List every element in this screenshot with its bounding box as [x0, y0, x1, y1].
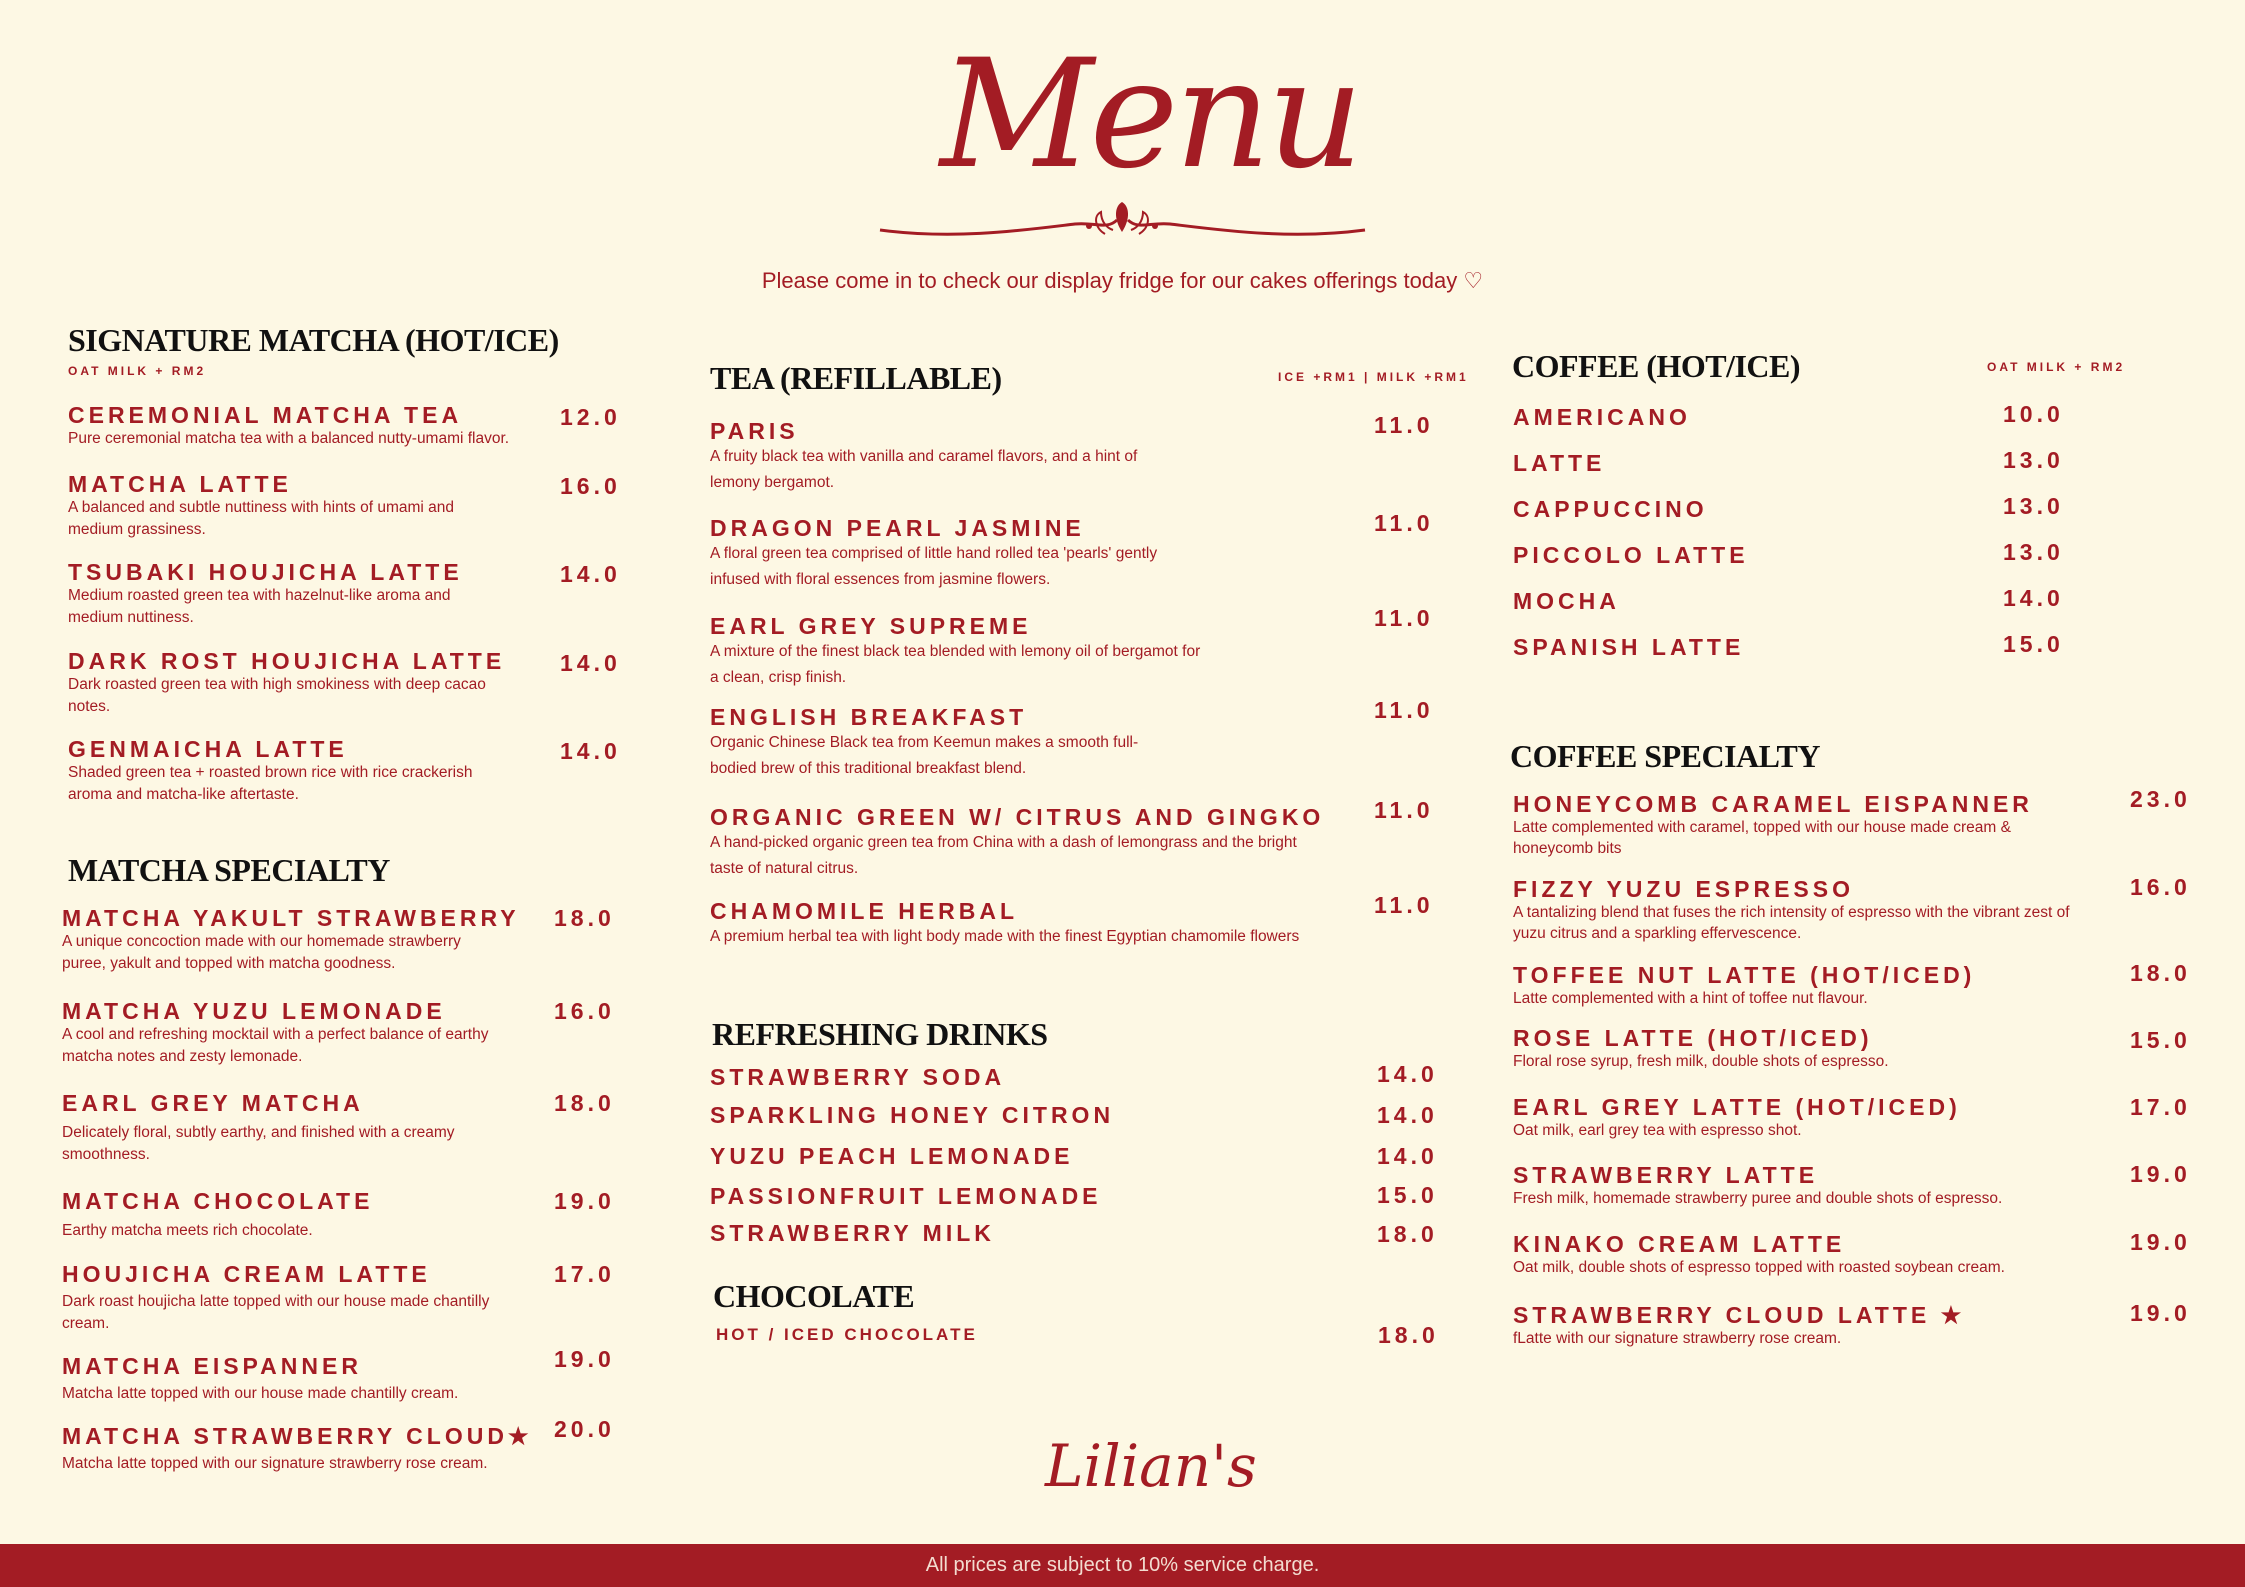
- item-price: 15.0: [2003, 631, 2064, 657]
- item-price: 23.0: [2130, 786, 2191, 812]
- item-price: 11.0: [1374, 605, 1434, 631]
- item-name: EARL GREY LATTE (HOT/ICED): [1513, 1094, 1961, 1120]
- item-description: Shaded green tea + roasted brown rice with rice crackerish aroma and matcha-like aftertaste.: [68, 764, 473, 803]
- item-description: A mixture of the finest black tea blended with lemony oil of bergamot for a clean, crisp finish.: [710, 643, 1201, 686]
- item-price: 18.0: [1378, 1322, 1439, 1348]
- menu-item: [68, 471, 518, 541]
- footer-bar: [0, 1544, 2245, 1587]
- menu-item: [68, 648, 518, 718]
- item-name: PASSIONFRUIT LEMONADE: [710, 1183, 1102, 1209]
- flourish-ornament: [875, 200, 1370, 250]
- item-price: 18.0: [2130, 960, 2191, 986]
- item-description: Medium roasted green tea with hazelnut-like aroma and medium nuttiness.: [68, 587, 451, 626]
- item-name: HOT / ICED CHOCOLATE: [716, 1325, 978, 1344]
- item-name: MATCHA LATTE: [68, 471, 292, 497]
- item-name: CAPPUCCINO: [1513, 496, 1708, 522]
- item-description: A tantalizing blend that fuses the rich intensity of espresso with the vibrant zest of yuzu citrus and a sparkling effervescence.: [1513, 904, 2070, 942]
- item-description: A hand-picked organic green tea from China with a dash of lemongrass and the bright taste of natural citrus.: [710, 834, 1297, 877]
- item-price: 11.0: [1374, 697, 1434, 723]
- item-name: DARK ROST HOUJICHA LATTE: [68, 648, 506, 674]
- item-price: 19.0: [554, 1346, 615, 1372]
- menu-item: [68, 402, 568, 450]
- item-price: 18.0: [554, 905, 615, 931]
- item-name: SPANISH LATTE: [1513, 634, 1745, 660]
- item-price: 13.0: [2003, 539, 2064, 565]
- item-price: 19.0: [2130, 1161, 2191, 1187]
- item-name: STRAWBERRY LATTE: [1513, 1162, 1819, 1188]
- item-name: STRAWBERRY MILK: [710, 1220, 995, 1246]
- item-name: KINAKO CREAM LATTE: [1513, 1231, 1846, 1257]
- section-title-chocolate: CHOCOLATE: [713, 1278, 915, 1314]
- section-title-tea: TEA (REFILLABLE): [710, 360, 1002, 396]
- item-name: HONEYCOMB CARAMEL EISPANNER: [1513, 791, 2033, 817]
- item-price: 19.0: [554, 1188, 615, 1214]
- item-description: Organic Chinese Black tea from Keemun makes a smooth full-bodied brew of this traditional breakfast blend.: [710, 734, 1139, 777]
- item-description: Dark roast houjicha latte topped with our house made chantilly cream.: [62, 1293, 490, 1332]
- menu-item: [68, 559, 518, 629]
- item-description: Earthy matcha meets rich chocolate.: [62, 1222, 313, 1239]
- item-name: HOUJICHA CREAM LATTE: [62, 1261, 431, 1287]
- item-name: TSUBAKI HOUJICHA LATTE: [68, 559, 463, 585]
- item-description: Delicately floral, subtly earthy, and finished with a creamy smoothness.: [62, 1124, 455, 1163]
- item-price: 10.0: [2003, 401, 2064, 427]
- item-name: CHAMOMILE HERBAL: [710, 898, 1019, 924]
- item-name: MOCHA: [1513, 588, 1620, 614]
- section-title-signature-matcha: SIGNATURE MATCHA (HOT/ICE): [68, 322, 559, 358]
- brand-logo: Lilian's: [1045, 1432, 1257, 1500]
- menu-item: [62, 1423, 532, 1475]
- item-price: 14.0: [1377, 1143, 1438, 1169]
- item-name: CEREMONIAL MATCHA TEA: [68, 402, 463, 428]
- item-price: 19.0: [2130, 1300, 2191, 1326]
- menu-item: [1513, 1025, 2083, 1072]
- item-description: A fruity black tea with vanilla and caramel flavors, and a hint of lemony bergamot.: [710, 448, 1138, 491]
- menu-item: [1513, 962, 2083, 1009]
- item-description: A balanced and subtle nuttiness with hints of umami and medium grassiness.: [68, 499, 455, 538]
- menu-item: [62, 1353, 532, 1405]
- item-name: MATCHA STRAWBERRY CLOUD★: [62, 1423, 533, 1449]
- item-name: MATCHA YAKULT STRAWBERRY: [62, 905, 520, 931]
- section-title-refreshing-drinks: REFRESHING DRINKS: [712, 1016, 1048, 1052]
- item-description: Matcha latte topped with our signature strawberry rose cream.: [62, 1455, 488, 1472]
- menu-item: [62, 1261, 532, 1335]
- item-price: 14.0: [1377, 1061, 1438, 1087]
- item-name: ORGANIC GREEN W/ CITRUS AND GINGKO: [710, 804, 1325, 830]
- menu-item: [62, 1188, 532, 1242]
- item-price: 13.0: [2003, 493, 2064, 519]
- item-description: Floral rose syrup, fresh milk, double shots of espresso.: [1513, 1053, 1889, 1070]
- item-price: 11.0: [1374, 510, 1434, 536]
- item-name: DRAGON PEARL JASMINE: [710, 515, 1085, 541]
- menu-item: [1513, 876, 2083, 944]
- item-price: 14.0: [1377, 1102, 1438, 1128]
- item-name: EARL GREY SUPREME: [710, 613, 1032, 639]
- menu-item: [68, 736, 518, 806]
- item-description: Oat milk, earl grey tea with espresso shot.: [1513, 1122, 1802, 1139]
- menu-item: [710, 515, 1350, 593]
- menu-item: [710, 898, 1350, 950]
- item-price: 15.0: [2130, 1027, 2191, 1053]
- menu-item: [710, 804, 1370, 882]
- item-price: 19.0: [2130, 1229, 2191, 1255]
- item-price: 15.0: [1377, 1182, 1438, 1208]
- item-price: 14.0: [560, 561, 621, 587]
- menu-item: [1513, 1094, 2083, 1141]
- item-price: 18.0: [554, 1090, 615, 1116]
- item-description: Dark roasted green tea with high smokiness with deep cacao notes.: [68, 676, 486, 715]
- item-price: 13.0: [2003, 447, 2064, 473]
- item-price: 11.0: [1374, 412, 1434, 438]
- oat-milk-note: OAT MILK + RM2: [1987, 360, 2126, 374]
- section-title-matcha-specialty: MATCHA SPECIALTY: [68, 852, 390, 888]
- item-description: A premium herbal tea with light body made with the finest Egyptian chamomile flowers: [710, 928, 1300, 945]
- item-name: PICCOLO LATTE: [1513, 542, 1749, 568]
- item-description: A cool and refreshing mocktail with a perfect balance of earthy matcha notes and zesty lemonade.: [62, 1026, 489, 1065]
- item-name: TOFFEE NUT LATTE (HOT/ICED): [1513, 962, 1976, 988]
- tea-addon-note: ICE +RM1 | MILK +RM1: [1278, 370, 1469, 384]
- oat-milk-note: OAT MILK + RM2: [68, 364, 207, 378]
- menu-item: [710, 418, 1350, 496]
- item-price: 14.0: [2003, 585, 2064, 611]
- item-name: STRAWBERRY CLOUD LATTE ★: [1513, 1302, 1966, 1328]
- item-name: EARL GREY MATCHA: [62, 1090, 364, 1116]
- item-price: 17.0: [554, 1261, 615, 1287]
- item-description: Pure ceremonial matcha tea with a balanced nutty-umami flavor.: [68, 430, 510, 447]
- item-name: LATTE: [1513, 450, 1606, 476]
- item-price: 16.0: [2130, 874, 2191, 900]
- section-title-coffee: COFFEE (HOT/ICE): [1512, 348, 1801, 384]
- menu-item: [1513, 1302, 2083, 1349]
- item-description: A floral green tea comprised of little hand rolled tea 'pearls' gently infused with floral essences from jasmine flowers.: [710, 545, 1158, 588]
- service-charge-note: All prices are subject to 10% service charge.: [925, 1554, 1320, 1576]
- item-description: A unique concoction made with our homemade strawberry puree, yakult and topped with matcha goodness.: [62, 933, 461, 972]
- item-price: 16.0: [554, 998, 615, 1024]
- menu-item: [1513, 1162, 2083, 1209]
- menu-item: [710, 613, 1350, 691]
- item-price: 11.0: [1374, 892, 1434, 918]
- item-price: 14.0: [560, 650, 621, 676]
- menu-item: [62, 998, 532, 1068]
- menu-item: [62, 905, 532, 975]
- item-name: PARIS: [710, 418, 799, 444]
- menu-item: [1513, 791, 2083, 859]
- item-price: 20.0: [554, 1416, 615, 1442]
- item-name: ENGLISH BREAKFAST: [710, 704, 1028, 730]
- item-price: 17.0: [2130, 1094, 2191, 1120]
- item-name: AMERICANO: [1513, 404, 1691, 430]
- item-price: 14.0: [560, 738, 621, 764]
- item-description: fLatte with our signature strawberry rose cream.: [1513, 1330, 1842, 1347]
- item-description: Latte complemented with a hint of toffee nut flavour.: [1513, 990, 1868, 1007]
- item-description: Matcha latte topped with our house made chantilly cream.: [62, 1385, 459, 1402]
- item-name: GENMAICHA LATTE: [68, 736, 348, 762]
- item-description: Fresh milk, homemade strawberry puree and double shots of espresso.: [1513, 1190, 2003, 1207]
- item-price: 11.0: [1374, 797, 1434, 823]
- item-price: 12.0: [560, 404, 621, 430]
- item-name: MATCHA CHOCOLATE: [62, 1188, 374, 1214]
- item-name: MATCHA EISPANNER: [62, 1353, 362, 1379]
- item-name: MATCHA YUZU LEMONADE: [62, 998, 446, 1024]
- item-price: 18.0: [1377, 1221, 1438, 1247]
- item-description: Latte complemented with caramel, topped with our house made cream & honeycomb bits: [1513, 819, 2011, 857]
- section-title-coffee-specialty: COFFEE SPECIALTY: [1510, 738, 1820, 774]
- item-description: Oat milk, double shots of espresso topped with roasted soybean cream.: [1513, 1259, 2005, 1276]
- menu-item: [710, 704, 1350, 782]
- menu-item: [1513, 1231, 2083, 1278]
- menu-item: [62, 1090, 532, 1166]
- item-name: SPARKLING HONEY CITRON: [710, 1102, 1115, 1128]
- item-name: FIZZY YUZU ESPRESSO: [1513, 876, 1854, 902]
- item-price: 16.0: [560, 473, 621, 499]
- cake-notice: Please come in to check our display fridge for our cakes offerings today ♡: [761, 268, 1484, 293]
- item-name: ROSE LATTE (HOT/ICED): [1513, 1025, 1873, 1051]
- item-name: STRAWBERRY SODA: [710, 1064, 1006, 1090]
- menu-title: Menu: [940, 28, 1360, 202]
- item-name: YUZU PEACH LEMONADE: [710, 1143, 1074, 1169]
